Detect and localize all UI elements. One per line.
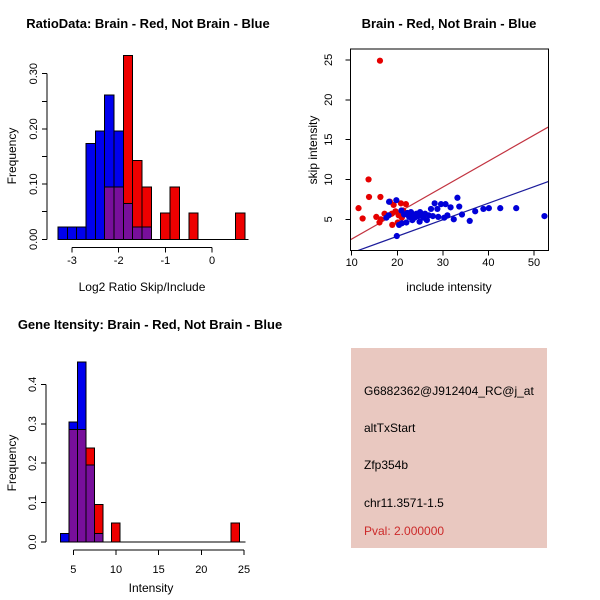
scatter-point-not-brain (386, 199, 392, 205)
histogram-bar-overlap (95, 533, 104, 542)
y-tick-label: 0.1 (27, 494, 39, 511)
histogram-bar-brain (170, 187, 179, 239)
scatter-point-brain (377, 194, 383, 200)
scatter-point-not-brain (393, 197, 399, 203)
probe-id-text: G6882362@J912404_RC@j_at (364, 384, 534, 398)
scatter-point-not-brain (467, 218, 473, 224)
x-tick-label: 40 (482, 257, 495, 269)
y-tick-label: 0.0 (27, 534, 39, 550)
scatter-point-not-brain (432, 200, 438, 206)
scatter-point-brain (376, 219, 382, 225)
x-tick-label: 20 (195, 564, 208, 576)
histogram-bar-brain (112, 523, 121, 542)
scatter-point-not-brain (541, 213, 547, 219)
histogram-bar-brain (161, 213, 170, 239)
y-axis-title: Frequency (5, 127, 19, 185)
x-tick-label: 10 (345, 257, 358, 269)
gene-info-box (351, 348, 547, 548)
y-tick-label: 10 (323, 173, 335, 186)
x-tick-label: -1 (160, 255, 171, 267)
histogram-bar-overlap (78, 429, 87, 542)
y-axis-title: skip intensity (306, 115, 320, 185)
scatter-point-brain (389, 222, 395, 228)
x-tick-label: 30 (436, 257, 449, 269)
gene-name-text: Zfp354b (364, 458, 409, 472)
scatter-point-not-brain (399, 220, 405, 226)
location-text: chr11.3571-1.5 (364, 496, 444, 510)
y-tick-label: 0.20 (28, 118, 40, 140)
y-tick-label: 0.10 (28, 173, 40, 195)
y-tick-label: 0.4 (27, 376, 39, 393)
scatter-point-brain (355, 205, 361, 211)
y-tick-label: 0.3 (27, 416, 39, 432)
histogram-bar-not-brain (67, 227, 76, 239)
y-tick-label: 25 (323, 53, 335, 67)
histogram-bar-overlap (86, 465, 95, 542)
histogram-bar-overlap (105, 187, 114, 239)
plot-title: Brain - Red, Not Brain - Blue (361, 16, 537, 31)
scatter-point-not-brain (451, 216, 457, 222)
scatter-point-not-brain (444, 212, 450, 218)
scatter-point-brain (366, 194, 372, 200)
histogram-bar-overlap (133, 227, 142, 239)
scatter-point-not-brain (416, 219, 422, 225)
x-tick-label: 15 (152, 564, 165, 576)
x-tick-label: 0 (209, 255, 216, 267)
y-axis-title: Frequency (5, 434, 19, 492)
scatter-point-not-brain (386, 212, 392, 218)
histogram-bar-not-brain (77, 227, 86, 239)
x-axis-title: include intensity (406, 280, 492, 294)
panel-gene-intensity-histogram (0, 300, 300, 600)
panel-intensity-scatter (300, 0, 600, 300)
plot-title: RatioData: Brain - Red, Not Brain - Blue (26, 16, 270, 31)
x-tick-label: -2 (113, 255, 124, 267)
histogram-bar-brain (189, 213, 198, 239)
pval-text: Pval: 2.000000 (364, 524, 445, 538)
scatter-point-not-brain (472, 208, 478, 214)
scatter-point-not-brain (486, 205, 492, 211)
histogram-bar-overlap (123, 203, 132, 239)
scatter-point-brain (360, 215, 366, 221)
scatter-point-not-brain (497, 205, 503, 211)
x-axis-title: Intensity (128, 581, 174, 595)
scatter-point-not-brain (480, 206, 486, 212)
histogram-bar-not-brain (58, 227, 67, 239)
x-axis-title: Log2 Ratio Skip/Include (78, 280, 206, 294)
histogram-bar-overlap (69, 429, 78, 542)
scatter-point-brain (403, 201, 409, 207)
histogram-bar-brain (231, 523, 240, 542)
scatter-point-not-brain (442, 201, 448, 207)
scatter-point-not-brain (435, 214, 441, 220)
histogram-bar-not-brain (60, 533, 69, 542)
scatter-point-not-brain (394, 233, 400, 239)
plot-title: Gene Itensity: Brain - Red, Not Brain - Blue (17, 317, 283, 332)
scatter-point-brain (377, 58, 383, 64)
scatter-point-not-brain (513, 205, 519, 211)
scatter-point-not-brain (428, 206, 434, 212)
y-tick-label: 15 (323, 133, 335, 146)
scatter-point-not-brain (409, 217, 415, 223)
x-tick-label: 5 (70, 564, 77, 576)
histogram-bar-not-brain (95, 131, 104, 239)
y-tick-label: 0.30 (28, 62, 40, 85)
y-tick-label: 20 (323, 93, 335, 106)
event-type-text: altTxStart (364, 421, 416, 435)
y-tick-label: 0.00 (28, 228, 40, 251)
scatter-point-not-brain (459, 211, 465, 217)
scatter-point-brain (365, 176, 371, 182)
scatter-point-not-brain (430, 213, 436, 219)
histogram-bar-overlap (142, 227, 151, 239)
x-tick-label: -3 (67, 255, 77, 267)
panel-ratio-histogram (0, 0, 300, 300)
scatter-point-not-brain (454, 195, 460, 201)
y-tick-label: 0.2 (27, 455, 39, 471)
histogram-bar-brain (235, 213, 244, 239)
x-tick-label: 10 (109, 564, 123, 576)
x-tick-label: 20 (391, 257, 404, 269)
scatter-point-not-brain (456, 203, 462, 209)
x-tick-label: 25 (237, 564, 251, 576)
histogram-bar-not-brain (86, 143, 95, 239)
histogram-bar-overlap (114, 187, 123, 239)
x-tick-label: 50 (527, 257, 541, 269)
y-tick-label: 5 (323, 216, 335, 223)
